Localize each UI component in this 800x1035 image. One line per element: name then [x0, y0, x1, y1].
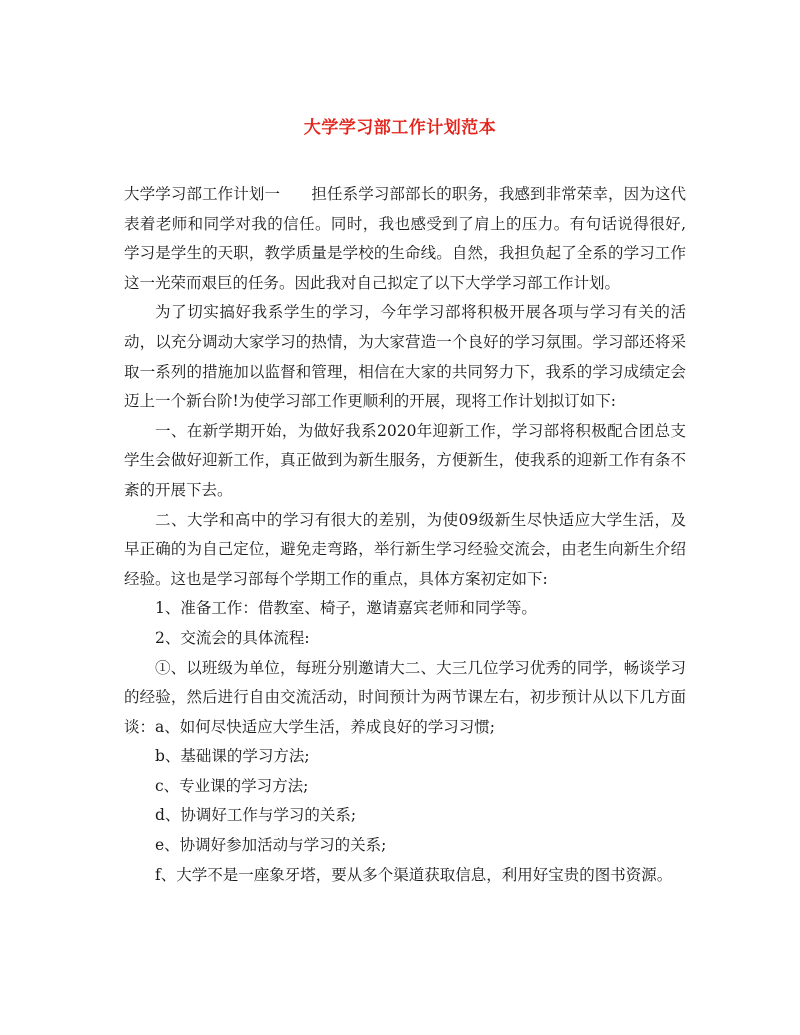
- paragraph-topic-e: e、协调好参加活动与学习的关系;: [155, 836, 387, 855]
- paragraph-step-1: 1、准备工作：借教室、椅子，邀请嘉宾老师和同学等。: [155, 599, 537, 618]
- paragraph-topic-f: f、大学不是一座象牙塔，要从多个渠道获取信息，利用好宝贵的图书资源。: [155, 865, 673, 884]
- document-body: [124, 180, 686, 890]
- paragraph-topic-c: c、专业课的学习方法;: [155, 776, 309, 795]
- paragraph-item-2: 二、大学和高中的学习有很大的差别，为使09级新生尽快适应大学生活，及早正确的为自己定位，避免走弯路，举行新生学习经验交流会，由老生向新生介绍经验。这也是学习部每个学期工作的重点，具体方案初定如下:: [124, 510, 686, 588]
- paragraph-step-2-detail: ①、以班级为单位，每班分别邀请大二、大三几位学习优秀的同学，畅谈学习的经验，然后进行自由交流活动，时间预计为两节课左右，初步预计从以下几方面谈：a、如何尽快适应大学生活，养成良好的学习习惯;: [124, 658, 686, 736]
- paragraph-topic-b: b、基础课的学习方法;: [155, 747, 310, 766]
- paragraph-intro: 大学学习部工作计划一 担任系学习部部长的职务，我感到非常荣幸，因为这代表着老师和同学对我的信任。同时，我也感受到了肩上的压力。有句话说得很好,学习是学生的天职，教学质量是学校的生命线。自然，我担负起了全系的学习工作这一光荣而艰巨的任务。因此我对自己拟定了以下大学学习部工作计划。: [124, 185, 686, 292]
- paragraph-item-1: 一、在新学期开始，为做好我系2020年迎新工作，学习部将积极配合团总支学生会做好迎新工作，真正做到为新生服务，方便新生，使我系的迎新工作有条不紊的开展下去。: [124, 421, 686, 499]
- paragraph-topic-d: d、协调好工作与学习的关系;: [155, 806, 357, 825]
- document-title: 大学学习部工作计划范本: [303, 118, 497, 138]
- paragraph-purpose: 为了切实搞好我系学生的学习，今年学习部将积极开展各项与学习有关的活动，以充分调动大家学习的热情，为大家营造一个良好的学习氛围。学习部还将采取一系列的措施加以监督和管理，相信在大家的共同努力下，我系的学习成绩定会迈上一个新台阶!为使学习部工作更顺利的开展，现将工作计划拟订如下:: [124, 303, 686, 411]
- paragraph-step-2: 2、交流会的具体流程:: [155, 628, 310, 647]
